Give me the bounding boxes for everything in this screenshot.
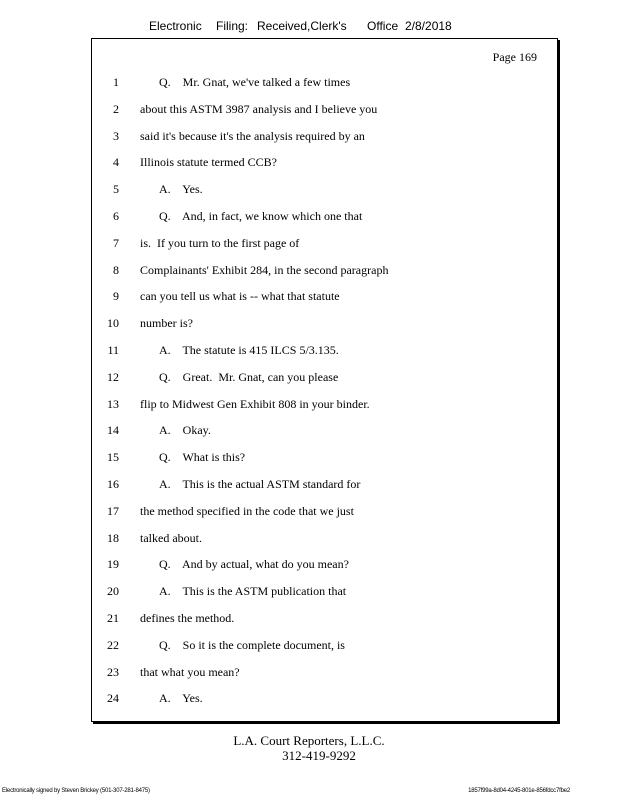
filing-header-word: Received,Clerk's: [257, 19, 347, 33]
line-number: 21: [107, 611, 119, 625]
line-text: said it's because it's the analysis required by an: [140, 129, 365, 143]
page-number: Page 169: [492, 50, 537, 64]
line-number: 4: [113, 155, 119, 169]
line-number: 15: [107, 450, 119, 464]
line-number: 17: [107, 504, 119, 518]
line-number: 5: [113, 182, 119, 196]
signature-right: 1857f99a-8d04-4245-801e-856fdcc7fbe2: [468, 788, 570, 794]
line-text: A. Yes.: [159, 182, 203, 196]
line-number: 16: [107, 477, 119, 491]
line-text: number is?: [140, 316, 193, 330]
line-number: 18: [107, 531, 119, 545]
line-text: talked about.: [140, 531, 202, 545]
line-text: can you tell us what is -- what that statute: [140, 289, 340, 303]
line-number: 20: [107, 584, 119, 598]
filing-header-word: Office: [367, 19, 399, 33]
line-text: the method specified in the code that we just: [140, 504, 354, 518]
signature-left: Electronically signed by Steven Brickey (501-307-281-8475): [2, 788, 150, 794]
line-text: A. This is the actual ASTM standard for: [159, 477, 361, 491]
line-number: 13: [107, 397, 119, 411]
line-number: 12: [107, 370, 119, 384]
line-number: 22: [107, 638, 119, 652]
line-text: Q. Great. Mr. Gnat, can you please: [159, 370, 339, 384]
line-number: 19: [107, 557, 119, 571]
filing-header-word: Electronic: [149, 19, 202, 33]
line-text: A. The statute is 415 ILCS 5/3.135.: [159, 343, 339, 357]
transcript-page: [91, 38, 558, 722]
line-text: flip to Midwest Gen Exhibit 808 in your binder.: [140, 397, 370, 411]
line-text: Q. And, in fact, we know which one that: [159, 209, 363, 223]
line-text: A. Okay.: [159, 423, 211, 437]
line-text: defines the method.: [140, 611, 235, 625]
line-number: 14: [107, 423, 119, 437]
line-number: 24: [107, 691, 119, 705]
line-number: 9: [113, 289, 119, 303]
line-number: 8: [113, 263, 119, 277]
line-text: Q. So it is the complete document, is: [159, 638, 345, 652]
line-text: Complainants' Exhibit 284, in the second paragraph: [140, 263, 389, 277]
line-number: 3: [113, 129, 119, 143]
line-number: 6: [113, 209, 119, 223]
line-text: Q. What is this?: [159, 450, 246, 464]
line-text: Illinois statute termed CCB?: [140, 155, 277, 169]
line-number: 7: [113, 236, 119, 250]
line-text: about this ASTM 3987 analysis and I believe you: [140, 102, 378, 116]
line-text: A. Yes.: [159, 691, 203, 705]
filing-header-word: 2/8/2018: [405, 19, 452, 33]
line-number: 1: [113, 75, 119, 89]
footer-phone: 312-419-9292: [282, 748, 356, 763]
line-text: is. If you turn to the first page of: [140, 236, 300, 250]
line-text: Q. Mr. Gnat, we've talked a few times: [159, 75, 351, 89]
filing-header-word: Filing:: [216, 19, 249, 33]
line-number: 23: [107, 665, 119, 679]
line-text: Q. And by actual, what do you mean?: [159, 557, 349, 571]
line-text: A. This is the ASTM publication that: [159, 584, 347, 598]
footer-company: L.A. Court Reporters, L.L.C.: [233, 733, 385, 748]
line-number: 10: [107, 316, 119, 330]
line-number: 11: [107, 343, 119, 357]
line-text: that what you mean?: [140, 665, 240, 679]
line-number: 2: [113, 102, 119, 116]
